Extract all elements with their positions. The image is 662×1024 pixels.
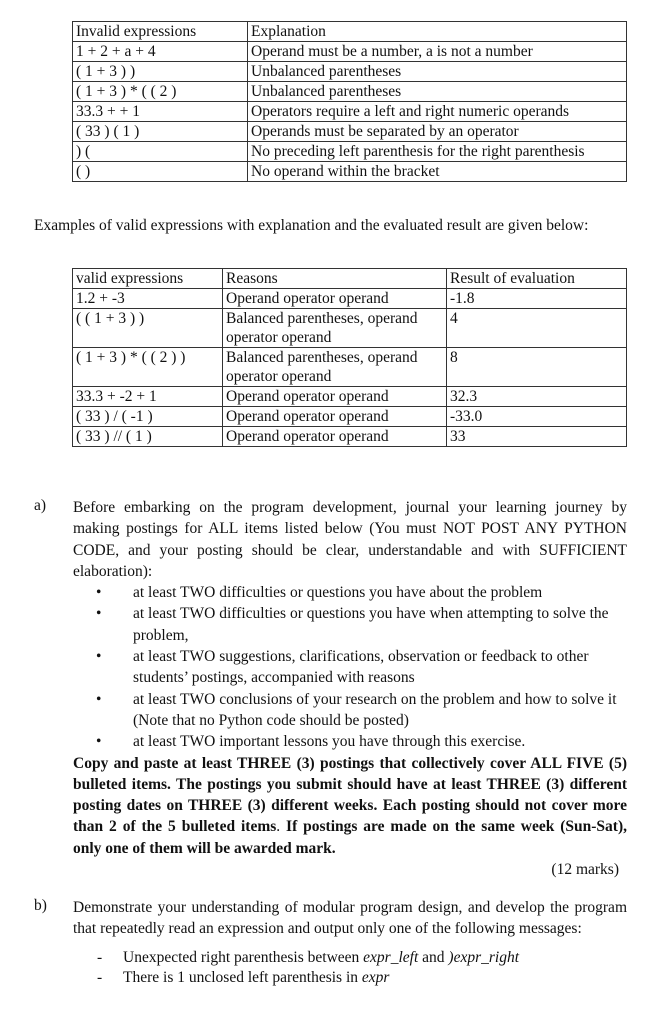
message-prefix: Unexpected right parenthesis between <box>123 948 364 966</box>
table-cell: 8 <box>447 348 627 387</box>
list-item <box>73 731 627 752</box>
table-row <box>73 387 627 407</box>
table-header-row <box>73 22 627 42</box>
table-row <box>73 42 627 62</box>
table-cell: Operators require a left and right numeric operands <box>248 102 627 122</box>
header-cell: valid expressions <box>73 269 223 289</box>
table-row <box>73 82 627 102</box>
part-b-body <box>73 897 627 988</box>
header-cell: Result of evaluation <box>447 269 627 289</box>
table-cell: ( 33 ) // ( 1 ) <box>73 427 223 447</box>
part-a-bullet-list <box>73 582 627 752</box>
table-cell: ( 1 + 3 ) * ( ( 2 ) ) <box>73 348 223 387</box>
posting-instructions-part1: Copy and paste at least THREE (3) postings that collectively cover ALL FIVE (5) bulleted items. The postings you submit should have at least THREE (3) different posting dates on THREE (3) different weeks. Each posting should not cover more than 2 of the 5 bulleted items <box>73 754 627 836</box>
list-item <box>73 968 627 988</box>
table-cell: Unbalanced parentheses <box>248 62 627 82</box>
table-cell: -33.0 <box>447 407 627 427</box>
table-cell: Operand operator operand <box>223 427 447 447</box>
table-cell: ( 1 + 3 ) ) <box>73 62 248 82</box>
table-row <box>73 289 627 309</box>
invalid-expressions-table <box>72 21 627 182</box>
table-cell: -1.8 <box>447 289 627 309</box>
list-item <box>73 603 627 646</box>
table-cell: Operands must be separated by an operator <box>248 122 627 142</box>
table-row <box>73 102 627 122</box>
message-var: expr_left <box>363 948 419 966</box>
part-b-intro: Demonstrate your understanding of modular program design, and develop the program that repeatedly read an expression and output only one of the following messages: <box>73 899 627 938</box>
list-item-text: at least TWO important lessons you have through this exercise. <box>133 733 526 751</box>
list-item <box>73 646 627 689</box>
posting-instructions <box>73 753 627 859</box>
part-a-body <box>73 497 627 880</box>
table-cell: ( 33 ) ( 1 ) <box>73 122 248 142</box>
message-var: expr <box>361 968 390 986</box>
list-item-text: at least TWO conclusions of your research on the problem and how to solve it (Note that no Python code should be posted) <box>133 690 617 729</box>
table-cell: Unbalanced parentheses <box>248 82 627 102</box>
list-item-text: at least TWO difficulties or questions you have about the problem <box>133 584 543 602</box>
table-cell: ( 1 + 3 ) * ( ( 2 ) <box>73 82 248 102</box>
table-cell: Operand operator operand <box>223 407 447 427</box>
valid-examples-intro: Examples of valid expressions with explanation and the evaluated result are given below: <box>34 217 589 234</box>
output-messages-list <box>73 948 627 988</box>
bullet-icon: • <box>96 733 102 751</box>
table-row <box>73 407 627 427</box>
table-cell: 1 + 2 + a + 4 <box>73 42 248 62</box>
table-cell: Operand must be a number, a is not a number <box>248 42 627 62</box>
table-row <box>73 62 627 82</box>
message-var: )expr_right <box>448 948 520 966</box>
table-header-row <box>73 269 627 289</box>
part-a-label: a) <box>34 497 47 514</box>
header-cell: Explanation <box>248 22 627 42</box>
table-cell: 1.2 + -3 <box>73 289 223 309</box>
table-cell: 33.3 + -2 + 1 <box>73 387 223 407</box>
table-cell: ( ( 1 + 3 ) ) <box>73 309 223 348</box>
list-item-text: at least TWO suggestions, clarifications, observation or feedback to other students’ postings, accompanied with reasons <box>133 648 589 687</box>
table-cell: ( 33 ) / ( -1 ) <box>73 407 223 427</box>
table-cell: ) ( <box>73 142 248 162</box>
bullet-icon: • <box>96 690 102 708</box>
marks-label: (12 marks) <box>551 861 619 879</box>
table-cell: 4 <box>447 309 627 348</box>
table-cell: No preceding left parenthesis for the right parenthesis <box>248 142 627 162</box>
table-cell: Operand operator operand <box>223 387 447 407</box>
list-item <box>73 582 627 603</box>
message-mid: and <box>418 948 449 966</box>
table-row <box>73 348 627 387</box>
table-row <box>73 122 627 142</box>
table-row <box>73 309 627 348</box>
bullet-icon: • <box>96 648 102 666</box>
table-cell: 33.3 + + 1 <box>73 102 248 122</box>
valid-expressions-table <box>72 268 627 447</box>
list-item-text: at least TWO difficulties or questions you have when attempting to solve the problem, <box>133 605 609 644</box>
table-cell: Operand operator operand <box>223 289 447 309</box>
part-a-intro: Before embarking on the program development, journal your learning journey by making postings for ALL items listed below (You must NOT POST ANY PYTHON CODE, and your posting should be clear, understandable and with SUFFICIENT elaboration): <box>73 499 627 580</box>
table-cell: Balanced parentheses, operand operator operand <box>223 348 447 387</box>
list-item <box>73 689 627 732</box>
table-row <box>73 162 627 182</box>
header-cell: Reasons <box>223 269 447 289</box>
table-row <box>73 142 627 162</box>
header-cell: Invalid expressions <box>73 22 248 42</box>
posting-instructions-period: . <box>276 818 281 836</box>
dash-bullet: - <box>97 948 103 966</box>
table-row <box>73 427 627 447</box>
table-cell: Balanced parentheses, operand operator operand <box>223 309 447 348</box>
table-cell: 32.3 <box>447 387 627 407</box>
table-cell: ( ) <box>73 162 248 182</box>
part-b-label: b) <box>34 897 47 914</box>
table-cell: 33 <box>447 427 627 447</box>
message-prefix: There is 1 unclosed left parenthesis in <box>123 968 362 986</box>
bullet-icon: • <box>96 605 102 623</box>
table-cell: No operand within the bracket <box>248 162 627 182</box>
list-item <box>73 948 627 968</box>
dash-bullet: - <box>97 968 103 986</box>
bullet-icon: • <box>96 584 102 602</box>
posting-instructions-part2: If postings are made on the same week (Sun-Sat), only one of them will be awarded mark. <box>73 818 627 857</box>
